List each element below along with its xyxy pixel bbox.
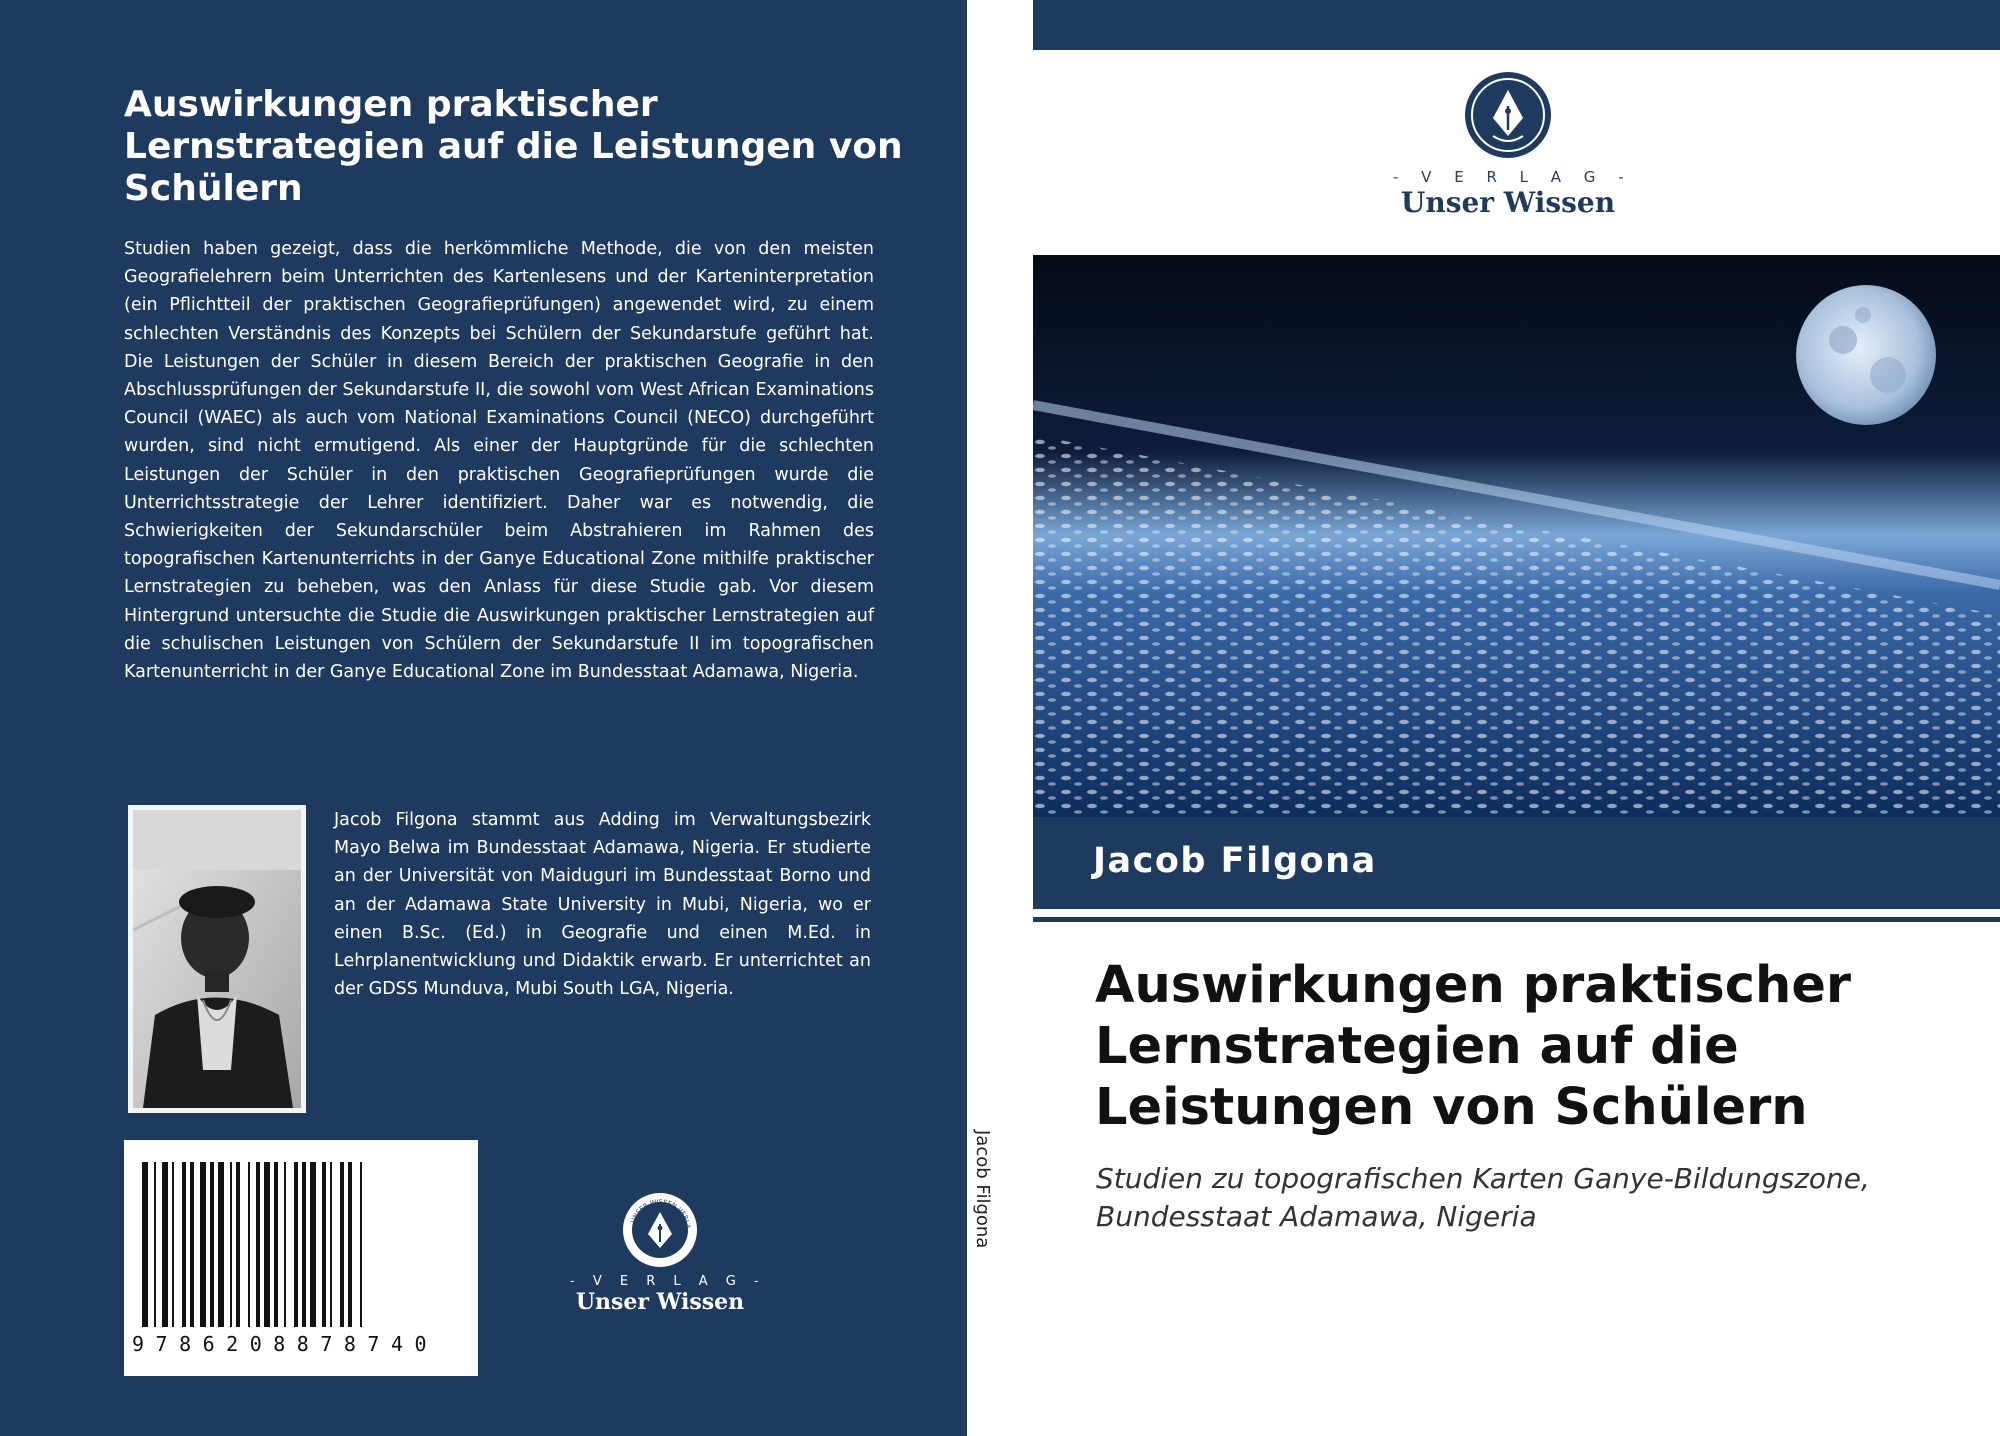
fountain-pen-nib-icon	[1463, 70, 1553, 160]
front-divider	[1033, 917, 2000, 922]
barcode-bar	[360, 1162, 362, 1327]
back-cover-blurb: Studien haben gezeigt, dass die herkömmliche Methode, die von den meisten Geografielehrern beim Unterrichten des Kartenlesens und der Karteninterpretation (ein Pflichtteil der praktischen Geografieprüfungen) angewendet wird, zu einem schlechten Verständnis des Konzepts bei Schülern der Sekundarstufe geführt hat. Die Leistungen der Schüler in diesem Bereich der praktischen Geografie in den Abschlussprüfungen der Sekundarstufe II, die sowohl vom West African Examinations Council (WAEC) als auch vom National Examinations Council (NECO) durchgeführt wurden, sind nicht ermutigend. Als einer der Hauptgründe für die schlechten Leistungen der Schüler in den praktischen Geografieprüfungen wurde die Unterrichtsstrategie der Lehrer identifiziert. Daher war es notwendig, die Schwierigkeiten der Sekundarschüler beim Abstrahieren im Rahmen des topografischen Kartenunterrichts in der Ganye Educational Zone mithilfe praktischer Lernstrategien zu beheben, was den Anlass für diese Studie gab. Vor diesem Hintergrund untersuchte die Studie die Auswirkungen praktischer Lernstrategien auf die schulischen Leistungen von Schülern der Sekundarstufe II im topografischen Kartenunterricht in der Ganye Educational Zone im Bundesstaat Adamawa, Nigeria.	[124, 239, 874, 683]
spine-author: Jacob Filgona	[972, 1130, 993, 1249]
front-publisher-logo	[1393, 70, 1633, 219]
back-publisher-logo	[570, 1190, 766, 1315]
barcode-bar	[294, 1162, 298, 1327]
moon	[1796, 285, 1936, 425]
barcode-bar	[154, 1162, 156, 1327]
back-cover-title: Auswirkungen praktischer Lernstrategien auf die Leistungen von Schülern	[124, 84, 903, 209]
barcode-bars	[124, 1140, 478, 1330]
barcode-bar	[236, 1162, 240, 1327]
barcode-bar	[248, 1162, 250, 1327]
barcode-bar	[172, 1162, 174, 1327]
author-photo	[128, 805, 306, 1113]
barcode-bar	[348, 1162, 352, 1327]
back-logo-verlag: - V E R L A G -	[570, 1274, 766, 1289]
barcode-bar	[264, 1162, 270, 1327]
barcode-bar	[218, 1162, 224, 1327]
author-bio: Jacob Filgona stammt aus Adding im Verwaltungsbezirk Mayo Belwa im Bundesstaat Adamawa, Nigeria. Er studierte an der Universität von Maiduguri im Bundesstaat Borno und an der Adamawa State University in Mubi, Nigeria, wo er einen B.Sc. (Ed.) in Geografie und einen M.Ed. in Lehrplanentwicklung und Didaktik erwarb. Er unterrichtet an der GDSS Munduva, Mubi South LGA, Nigeria.	[334, 810, 871, 1000]
front-author-name: Jacob Filgona	[1093, 841, 1377, 881]
barcode-bar	[162, 1162, 168, 1327]
barcode-bar	[274, 1162, 278, 1327]
barcode-bar	[200, 1162, 206, 1327]
barcode-bar	[190, 1162, 194, 1327]
barcode-bar	[310, 1162, 316, 1327]
barcode-bar	[230, 1162, 232, 1327]
barcode-bar	[142, 1162, 148, 1327]
isbn-barcode	[124, 1140, 478, 1376]
cover-earth-image	[1033, 255, 2000, 817]
front-logo-name: Unser Wissen	[1400, 186, 1616, 219]
barcode-bar	[182, 1162, 186, 1327]
barcode-bar	[322, 1162, 326, 1327]
barcode-bar	[302, 1162, 306, 1327]
front-cover-title: Auswirkungen praktischer Lernstrategien auf die Leistungen von Schülern	[1095, 956, 1852, 1137]
front-author-bar	[1033, 817, 2000, 909]
svg-text:UNSER WISSEN VERLAG: UNSER WISSEN VERLA	[629, 1197, 693, 1230]
author-portrait-image	[133, 810, 301, 1108]
front-cover-subtitle: Studien zu topografischen Karten Ganye-Bildungszone, Bundesstaat Adamawa, Nigeria	[1096, 1162, 1870, 1233]
fountain-pen-nib-icon	[620, 1190, 700, 1270]
barcode-bar	[340, 1162, 344, 1327]
isbn-digits: 9786208878740	[132, 1332, 439, 1356]
front-top-bar	[1033, 0, 2000, 50]
barcode-bar	[284, 1162, 286, 1327]
barcode-bar	[210, 1162, 214, 1327]
front-logo-verlag: - V E R L A G -	[1393, 168, 1633, 186]
earth-horizon	[1033, 255, 2000, 817]
back-logo-name: Unser Wissen	[575, 1289, 745, 1315]
back-cover	[0, 0, 967, 1436]
barcode-bar	[256, 1162, 260, 1327]
barcode-bar	[330, 1162, 332, 1327]
